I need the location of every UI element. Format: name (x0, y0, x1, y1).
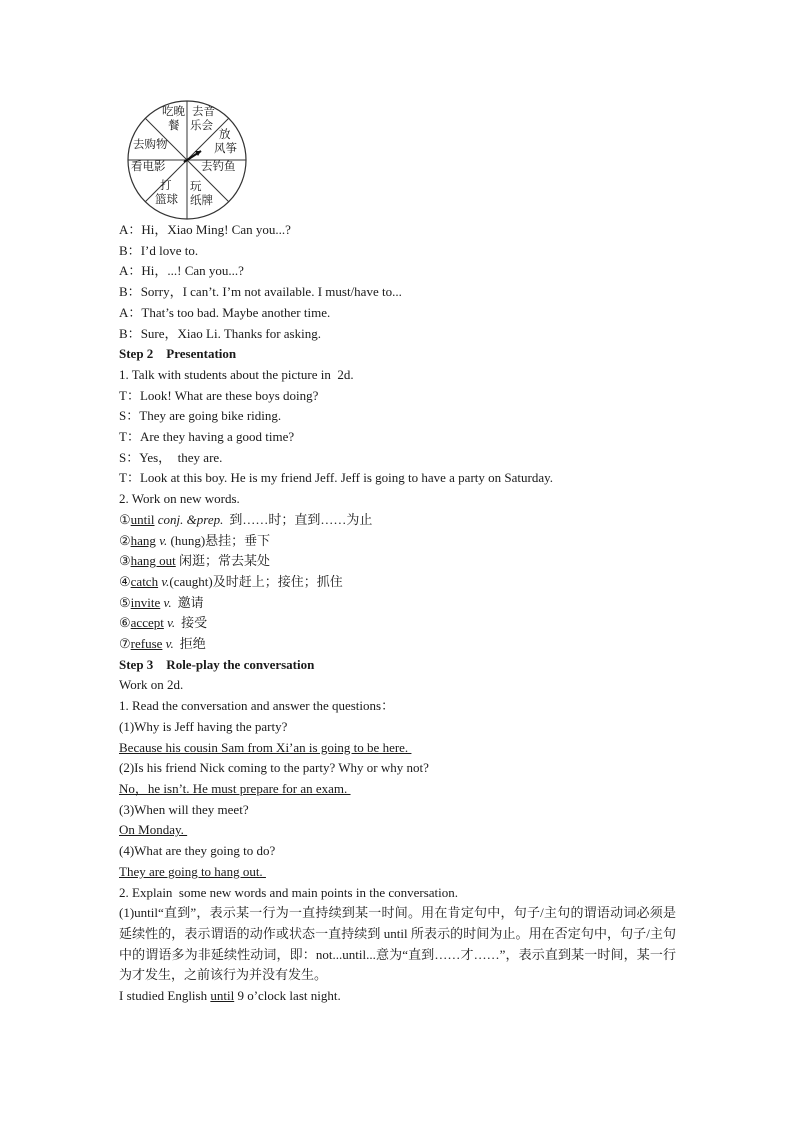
dialogue-line: A：That’s too bad. Maybe another time. (119, 304, 331, 320)
explanation-paragraph: (1)until“直到”，表示某一行为一直持续到某一时间。用在肯定句中，句子/主句的谓语动词必须是延续性的，表示谓语的动作或状态一直持续到 until 所表示的时间为止。用在否定句中，句子/主句中的谓语多为非延续性动词，即：not...until...意为“直到……才……”，表示直到某一时间，某一行为才发生，之前该行为并没有发生。 (119, 905, 676, 983)
vocab-item: ①until conj. &prep. 到……时；直到……为止 (119, 511, 373, 527)
vocab-word: until (130, 511, 155, 527)
vocab-item: ③hang out 闲逛；常去某处 (119, 553, 271, 569)
wheel-label-basketball: 打 (160, 178, 172, 192)
talk-line: T：Look! What are these boys doing? (119, 387, 319, 403)
dialogue-line: B：Sorry，I can’t. I’m not available. I must/have to... (119, 284, 402, 300)
question: (3)When will they meet? (119, 801, 249, 817)
wheel-label-kite-2: 风筝 (214, 141, 237, 155)
step3-heading: Step 3 Role-play the conversation (119, 656, 315, 672)
step3-item2: 2. Explain some new words and main points in the conversation. (119, 884, 459, 900)
example-sentence: I studied English until 9 o’clock last night. (119, 988, 341, 1004)
vocab-word: accept (130, 615, 164, 631)
vocab-item: ②hang v. (hung)悬挂；垂下 (119, 532, 271, 548)
wheel-label-concert-2: 乐会 (190, 118, 213, 132)
step2-item1: 1. Talk with students about the picture in 2d. (119, 366, 354, 382)
vocab-item: ⑥accept v. 接受 (119, 615, 208, 631)
answer: Because his cousin Sam from Xi’an is going to be here. (119, 739, 412, 755)
talk-line: T：Are they having a good time? (119, 429, 295, 445)
wheel-label-cards-2: 纸牌 (190, 193, 213, 207)
vocab-word: catch (130, 573, 159, 589)
talk-line: T：Look at this boy. He is my friend Jeff. Jeff is going to have a party on Saturday. (119, 470, 553, 486)
wheel-label-basketball-2: 篮球 (155, 192, 178, 206)
lesson-content (119, 220, 679, 1007)
question: (4)What are they going to do? (119, 843, 276, 859)
vocab-word: hang (130, 532, 156, 548)
question: (1)Why is Jeff having the party? (119, 718, 288, 734)
dialogue-line: B：I’d love to. (119, 242, 199, 258)
answer: No，he isn’t. He must prepare for an exam. (119, 780, 351, 796)
step2-heading: Step 2 Presentation (119, 346, 237, 362)
step2-item2: 2. Work on new words. (119, 491, 240, 507)
vocab-item: ④catch v.(caught)及时赶上；接住；抓住 (119, 573, 343, 589)
wheel-label-concert: 去音 (192, 104, 215, 118)
vocab-word: invite (130, 594, 161, 610)
wheel-label-shopping: 去购物 (133, 137, 168, 151)
vocab-item: ⑦refuse v. 拒绝 (119, 636, 206, 652)
talk-line: S：They are going bike riding. (119, 408, 282, 424)
dialogue-line: A：Hi，Xiao Ming! Can you...? (119, 222, 291, 237)
activity-wheel (126, 99, 248, 221)
vocab-word: refuse (130, 636, 163, 652)
question: (2)Is his friend Nick coming to the party? Why or why not? (119, 760, 429, 776)
wheel-label-dinner: 吃晚 (162, 104, 185, 118)
wheel-label-fishing: 去钓鱼 (201, 159, 236, 173)
talk-line: S：Yes， they are. (119, 449, 223, 465)
dialogue-line: B：Sure，Xiao Li. Thanks for asking. (119, 325, 321, 341)
step3-work: Work on 2d. (119, 677, 184, 693)
wheel-label-kite: 放 (219, 127, 231, 141)
vocab-item: ⑤invite v. 邀请 (119, 594, 204, 610)
wheel-label-dinner-2: 餐 (168, 118, 180, 132)
answer: They are going to hang out. (119, 863, 266, 879)
wheel-label-cards: 玩 (190, 179, 202, 193)
dialogue-line: A：Hi，...! Can you...? (119, 263, 244, 279)
wheel-label-movie: 看电影 (131, 159, 166, 173)
example-keyword: until (210, 988, 235, 1004)
step3-item1: 1. Read the conversation and answer the questions： (119, 698, 395, 714)
answer: On Monday. (119, 822, 188, 838)
vocab-word: hang out (130, 553, 176, 569)
